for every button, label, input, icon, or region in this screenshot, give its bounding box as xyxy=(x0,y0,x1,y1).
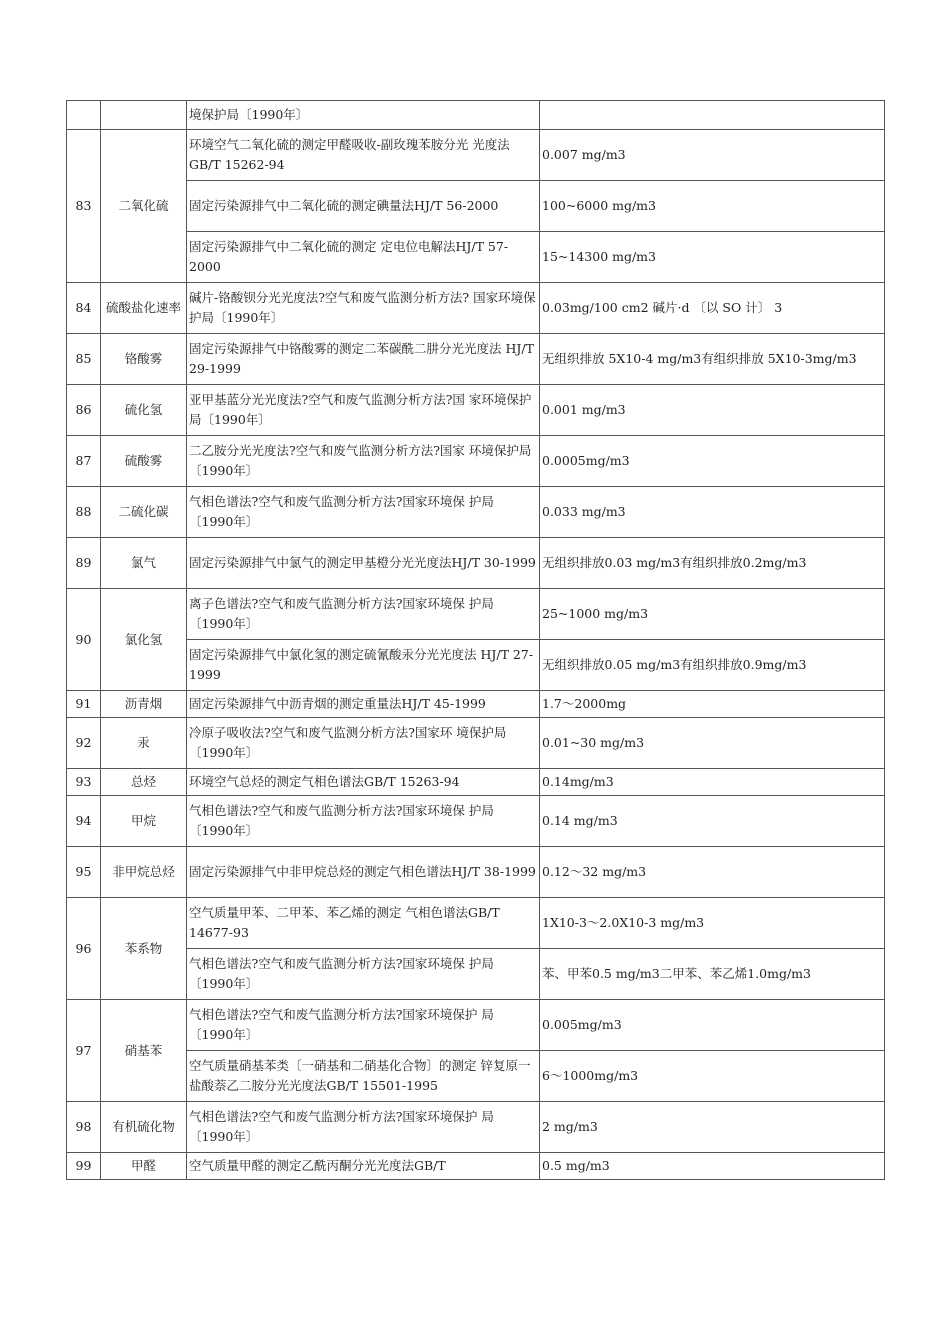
detection-limit: 0.14 mg/m3 xyxy=(540,796,885,847)
detection-limit: 0.033 mg/m3 xyxy=(540,487,885,538)
method-cell: 固定污染源排气中氯化氢的测定硫氰酸汞分光光度法 HJ/T 27-1999 xyxy=(187,640,540,691)
detection-limit: 6〜1000mg/m3 xyxy=(540,1051,885,1102)
pollutant-name: 甲烷 xyxy=(101,796,187,847)
table-row xyxy=(67,334,885,385)
method-cell: 气相色谱法?空气和废气监测分析方法?国家环境保 护局〔1990年〕 xyxy=(187,487,540,538)
detection-limit: 0.14mg/m3 xyxy=(540,769,885,796)
detection-limit xyxy=(540,101,885,130)
detection-limit: 1X10-3〜2.0X10-3 mg/m3 xyxy=(540,898,885,949)
detection-limit: 2 mg/m3 xyxy=(540,1102,885,1153)
method-cell: 气相色谱法?空气和废气监测分析方法?国家环境保 护局〔1990年〕 xyxy=(187,949,540,1000)
row-number: 94 xyxy=(67,796,101,847)
pollutant-name: 氯化氢 xyxy=(101,589,187,691)
detection-limit: 无组织排放 5X10-4 mg/m3有组织排放 5X10-3mg/m3 xyxy=(540,334,885,385)
detection-limit: 0.0005mg/m3 xyxy=(540,436,885,487)
row-number: 84 xyxy=(67,283,101,334)
table-row xyxy=(67,538,885,589)
pollutant-name: 硫酸雾 xyxy=(101,436,187,487)
table-row xyxy=(67,283,885,334)
detection-limit: 0.03mg/100 cm2 碱片·d 〔以 SO 计〕 3 xyxy=(540,283,885,334)
monitoring-methods-table xyxy=(66,100,885,1180)
pollutant-name xyxy=(101,101,187,130)
table-row xyxy=(67,691,885,718)
method-cell: 固定污染源排气中沥青烟的测定重量法HJ/T 45-1999 xyxy=(187,691,540,718)
table-row xyxy=(67,1000,885,1051)
row-number: 92 xyxy=(67,718,101,769)
table-row xyxy=(67,101,885,130)
method-cell: 固定污染源排气中二氧化硫的测定 定电位电解法HJ/T 57-2000 xyxy=(187,232,540,283)
detection-limit: 1.7〜2000mg xyxy=(540,691,885,718)
row-number: 97 xyxy=(67,1000,101,1102)
row-number: 99 xyxy=(67,1153,101,1180)
method-cell: 气相色谱法?空气和废气监测分析方法?国家环境保 护局〔1990年〕 xyxy=(187,796,540,847)
method-cell: 气相色谱法?空气和废气监测分析方法?国家环境保护 局〔1990年〕 xyxy=(187,1102,540,1153)
detection-limit: 0.01~30 mg/m3 xyxy=(540,718,885,769)
row-number xyxy=(67,101,101,130)
pollutant-name: 氯气 xyxy=(101,538,187,589)
pollutant-name: 二硫化碳 xyxy=(101,487,187,538)
table-row xyxy=(67,1051,885,1102)
row-number: 88 xyxy=(67,487,101,538)
row-number: 95 xyxy=(67,847,101,898)
method-cell: 碱片-铬酸钡分光光度法?空气和废气监测分析方法? 国家环境保护局〔1990年〕 xyxy=(187,283,540,334)
pollutant-name: 非甲烷总烃 xyxy=(101,847,187,898)
method-cell: 固定污染源排气中铬酸雾的测定二苯碳酰二肼分光光度法 HJ/T 29-1999 xyxy=(187,334,540,385)
method-cell: 亚甲基蓝分光光度法?空气和废气监测分析方法?国 家环境保护局〔1990年〕 xyxy=(187,385,540,436)
table-row xyxy=(67,487,885,538)
table-row xyxy=(67,949,885,1000)
row-number: 90 xyxy=(67,589,101,691)
detection-limit: 0.005mg/m3 xyxy=(540,1000,885,1051)
detection-limit: 15~14300 mg/m3 xyxy=(540,232,885,283)
table-row xyxy=(67,796,885,847)
table-row xyxy=(67,181,885,232)
method-cell: 环境空气总烃的测定气相色谱法GB/T 15263-94 xyxy=(187,769,540,796)
method-cell: 气相色谱法?空气和废气监测分析方法?国家环境保护 局〔1990年〕 xyxy=(187,1000,540,1051)
pollutant-name: 汞 xyxy=(101,718,187,769)
pollutant-name: 二氧化硫 xyxy=(101,130,187,283)
table-row xyxy=(67,436,885,487)
method-cell: 固定污染源排气中非甲烷总烃的测定气相色谱法HJ/T 38-1999 xyxy=(187,847,540,898)
pollutant-name: 硫化氢 xyxy=(101,385,187,436)
row-number: 89 xyxy=(67,538,101,589)
method-cell: 二乙胺分光光度法?空气和废气监测分析方法?国家 环境保护局〔1990年〕 xyxy=(187,436,540,487)
row-number: 86 xyxy=(67,385,101,436)
pollutant-name: 有机硫化物 xyxy=(101,1102,187,1153)
table-row xyxy=(67,1153,885,1180)
method-cell: 空气质量硝基苯类〔一硝基和二硝基化合物〕的测定 锌复原一盐酸萘乙二胺分光光度法GB/T 15501-1995 xyxy=(187,1051,540,1102)
table-row xyxy=(67,1102,885,1153)
row-number: 85 xyxy=(67,334,101,385)
pollutant-name: 沥青烟 xyxy=(101,691,187,718)
detection-limit: 无组织排放0.03 mg/m3有组织排放0.2mg/m3 xyxy=(540,538,885,589)
detection-limit: 0.5 mg/m3 xyxy=(540,1153,885,1180)
detection-limit: 0.007 mg/m3 xyxy=(540,130,885,181)
row-number: 96 xyxy=(67,898,101,1000)
detection-limit: 25~1000 mg/m3 xyxy=(540,589,885,640)
pollutant-name: 硝基苯 xyxy=(101,1000,187,1102)
method-cell: 固定污染源排气中二氧化硫的测定碘量法HJ/T 56-2000 xyxy=(187,181,540,232)
pollutant-name: 铬酸雾 xyxy=(101,334,187,385)
row-number: 93 xyxy=(67,769,101,796)
row-number: 83 xyxy=(67,130,101,283)
table-row xyxy=(67,718,885,769)
method-cell: 空气质量甲醛的测定乙酰丙酮分光光度法GB/T xyxy=(187,1153,540,1180)
row-number: 98 xyxy=(67,1102,101,1153)
detection-limit: 苯、甲苯0.5 mg/m3二甲苯、苯乙烯1.0mg/m3 xyxy=(540,949,885,1000)
row-number: 91 xyxy=(67,691,101,718)
table-row xyxy=(67,130,885,181)
row-number: 87 xyxy=(67,436,101,487)
pollutant-name: 总烃 xyxy=(101,769,187,796)
detection-limit: 100~6000 mg/m3 xyxy=(540,181,885,232)
method-cell: 离子色谱法?空气和废气监测分析方法?国家环境保 护局〔1990年〕 xyxy=(187,589,540,640)
table-row xyxy=(67,232,885,283)
table-row xyxy=(67,847,885,898)
method-cell: 环境空气二氧化硫的测定甲醛吸收-副玫瑰苯胺分光 光度法 GB/T 15262-94 xyxy=(187,130,540,181)
method-cell: 冷原子吸收法?空气和废气监测分析方法?国家环 境保护局〔1990年〕 xyxy=(187,718,540,769)
table-row xyxy=(67,385,885,436)
method-cell: 空气质量甲苯、二甲苯、苯乙烯的测定 气相色谱法GB/T 14677-93 xyxy=(187,898,540,949)
pollutant-name: 硫酸盐化速率 xyxy=(101,283,187,334)
table-row xyxy=(67,898,885,949)
method-cell: 固定污染源排气中氯气的测定甲基橙分光光度法HJ/T 30-1999 xyxy=(187,538,540,589)
table-row xyxy=(67,769,885,796)
pollutant-name: 甲醛 xyxy=(101,1153,187,1180)
detection-limit: 0.12〜32 mg/m3 xyxy=(540,847,885,898)
table-row xyxy=(67,640,885,691)
pollutant-name: 苯系物 xyxy=(101,898,187,1000)
table-row xyxy=(67,589,885,640)
detection-limit: 0.001 mg/m3 xyxy=(540,385,885,436)
detection-limit: 无组织排放0.05 mg/m3有组织排放0.9mg/m3 xyxy=(540,640,885,691)
method-cell: 境保护局〔1990年〕 xyxy=(187,101,540,130)
